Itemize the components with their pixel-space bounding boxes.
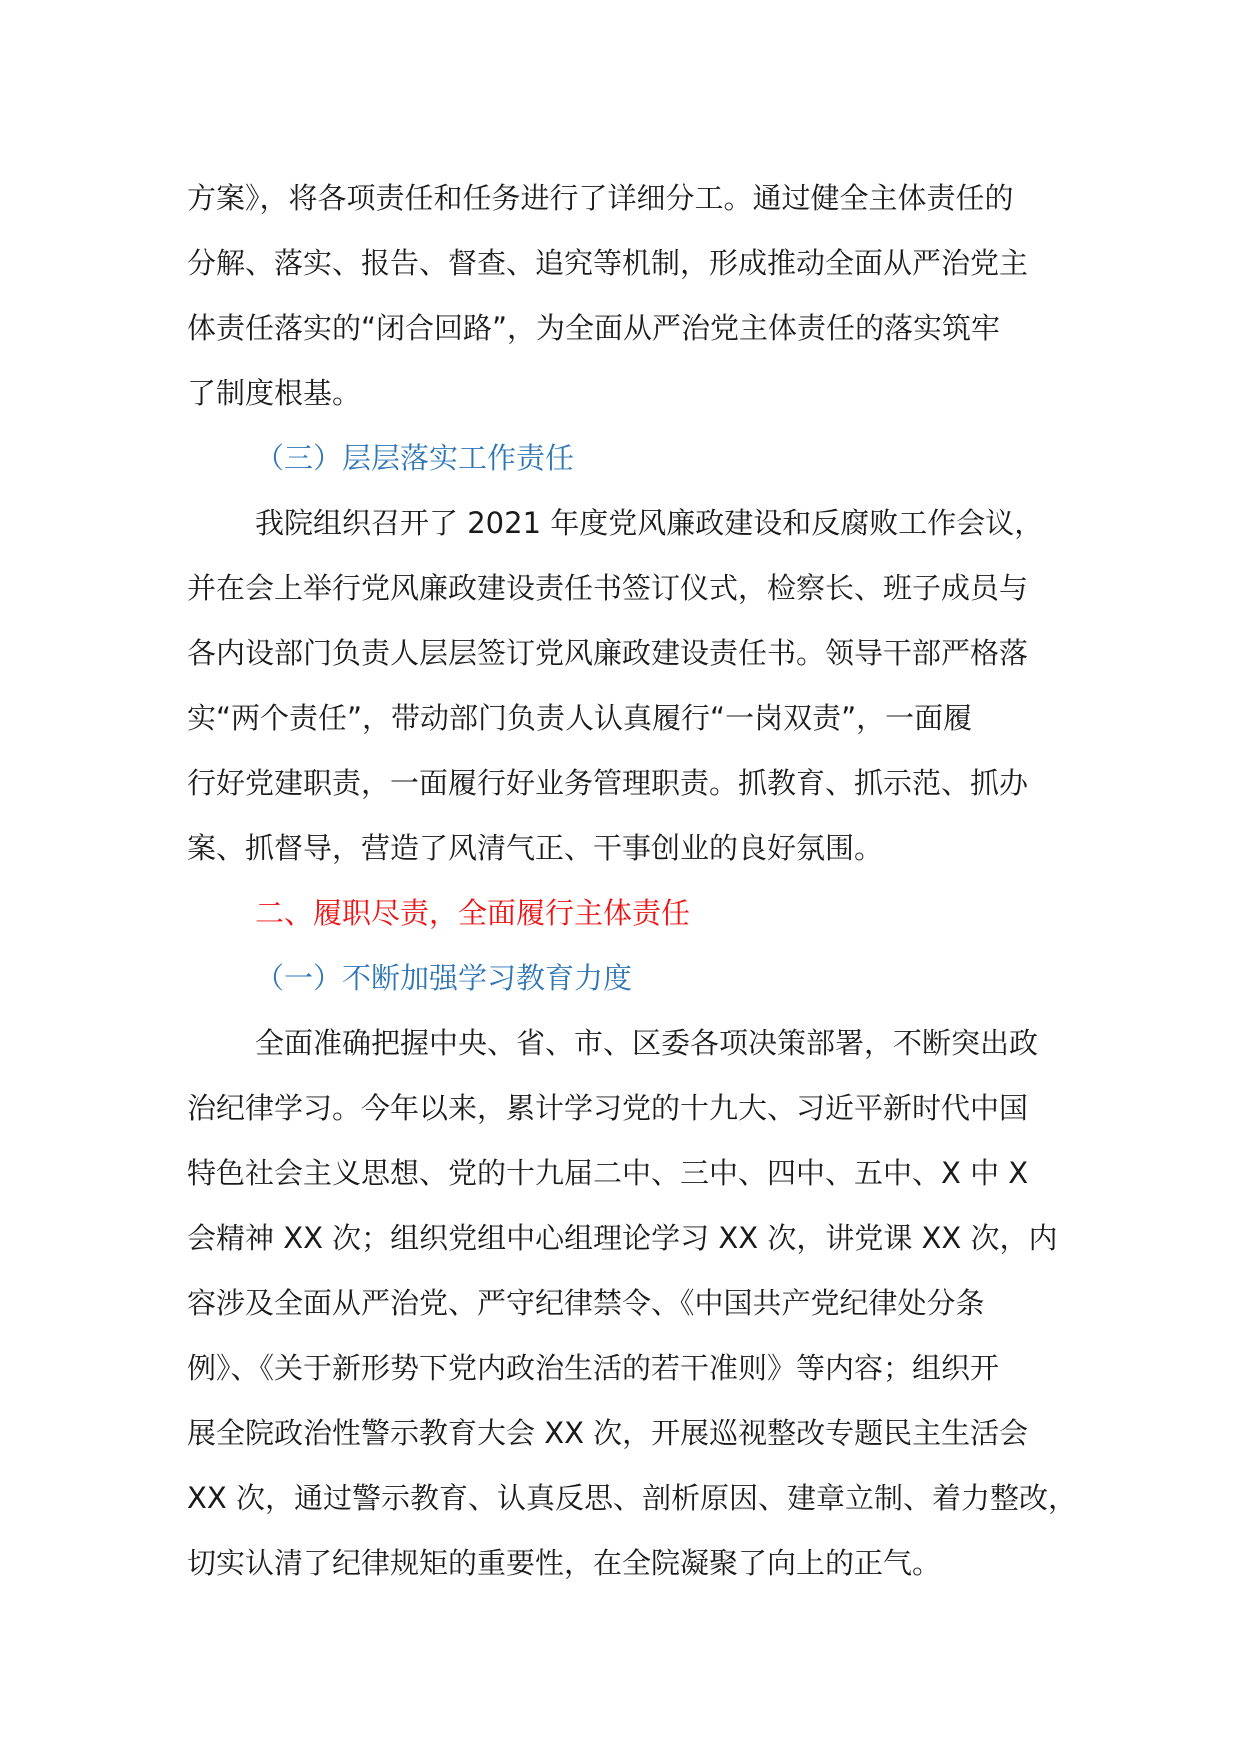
text-line: XX 次，通过警示教育、认真反思、剖析原因、建章立制、着力整改，: [187, 1481, 1077, 1515]
text-line: 分解、落实、报告、督查、追究等机制，形成推动全面从严治党主: [187, 246, 1029, 280]
text-line: 容涉及全面从严治党、严守纪律禁令、《中国共产党纪律处分条: [187, 1286, 985, 1320]
text-line: 案、抓督导，营造了风清气正、干事创业的良好氛围。: [187, 831, 884, 865]
text-line: 例》、《关于新形势下党内政治生活的若干准则》等内容；组织开: [187, 1351, 1000, 1385]
text-line: 各内设部门负责人层层签订党风廉政建设责任书。领导干部严格落: [187, 636, 1029, 670]
text-line: 行好党建职责，一面履行好业务管理职责。抓教育、抓示范、抓办: [187, 766, 1029, 800]
text-line: 并在会上举行党风廉政建设责任书签订仪式，检察长、班子成员与: [187, 571, 1029, 605]
text-line: 特色社会主义思想、党的十九届二中、三中、四中、五中、X 中 X: [187, 1156, 1029, 1190]
text-line: 方案》，将各项责任和任务进行了详细分工。通过健全主体责任的: [187, 181, 1014, 215]
text-line: 体责任落实的“闭合回路”，为全面从严治党主体责任的落实筑牢: [187, 311, 1001, 345]
subheading-3: （三）层层落实工作责任: [255, 441, 575, 475]
text-line: 治纪律学习。今年以来，累计学习党的十九大、习近平新时代中国: [187, 1091, 1029, 1125]
document-body: [187, 166, 1077, 1596]
paragraph-study: [187, 1011, 1077, 1596]
paragraph-meeting: [187, 491, 1073, 881]
subheading-1: （一）不断加强学习教育力度: [255, 961, 633, 995]
text-line: 全面准确把握中央、省、市、区委各项决策部署，不断突出政: [255, 1026, 1039, 1060]
text-line: 会精神 XX 次；组织党组中心组理论学习 XX 次，讲党课 XX 次，内: [187, 1221, 1058, 1255]
paragraph-continuation: [187, 166, 1073, 426]
section-heading-2: 二、履职尽责，全面履行主体责任: [255, 896, 691, 930]
text-line: 我院组织召开了 2021 年度党风廉政建设和反腐败工作会议，: [255, 506, 1044, 540]
text-line: 实“两个责任”，带动部门负责人认真履行“一岗双责”，一面履: [187, 701, 973, 735]
text-line: 展全院政治性警示教育大会 XX 次，开展巡视整改专题民主生活会: [187, 1416, 1029, 1450]
text-line: 切实认清了纪律规矩的重要性，在全院凝聚了向上的正气。: [187, 1546, 942, 1580]
text-line: 了制度根基。: [187, 376, 362, 410]
